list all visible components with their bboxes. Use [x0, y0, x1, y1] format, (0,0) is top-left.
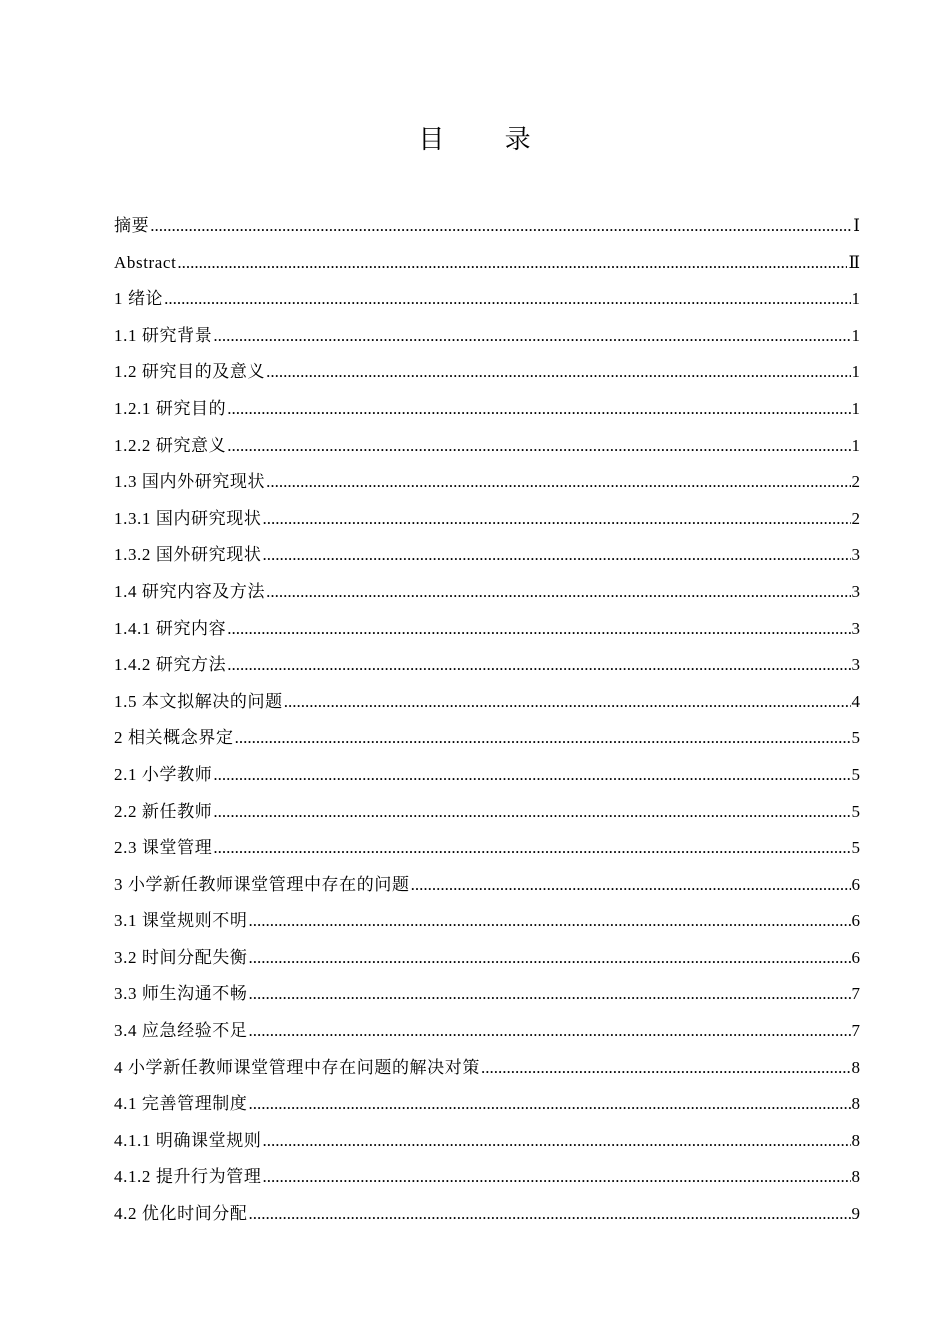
toc-entry[interactable]	[114, 208, 860, 245]
dot-leader	[235, 720, 851, 756]
toc-entry[interactable]	[114, 318, 860, 355]
toc-entry-title: 1.2.2 研究意义	[114, 435, 227, 455]
toc-entry-page-number: 8	[851, 1167, 860, 1187]
toc-entry-title: 1.4 研究内容及方法	[114, 581, 266, 601]
toc-entry[interactable]	[114, 1013, 860, 1050]
toc-entry-title: 3 小学新任教师课堂管理中存在的问题	[114, 874, 410, 894]
toc-entry-title: 1.1 研究背景	[114, 325, 213, 345]
dot-leader	[249, 1013, 851, 1049]
toc-entry[interactable]	[114, 647, 860, 684]
dot-leader	[266, 464, 850, 500]
toc-entry-page-number: 2	[851, 508, 860, 528]
toc-entry[interactable]	[114, 1123, 860, 1160]
dot-leader	[227, 647, 850, 683]
toc-entry-page-number: 6	[851, 874, 860, 894]
toc-entry-title: 2.1 小学教师	[114, 764, 213, 784]
toc-entry-page-number: 1	[851, 325, 860, 345]
toc-entry-page-number: 2	[851, 472, 860, 492]
dot-leader	[227, 611, 850, 647]
dot-leader	[249, 903, 851, 939]
toc-entry-title: 3.2 时间分配失衡	[114, 947, 248, 967]
toc-entry-title: 3.4 应急经验不足	[114, 1021, 248, 1041]
toc-entry[interactable]	[114, 720, 860, 757]
toc-entry[interactable]	[114, 464, 860, 501]
dot-leader	[213, 318, 850, 354]
toc-entry[interactable]	[114, 867, 860, 904]
toc-entry-page-number: 4	[851, 691, 860, 711]
toc-entry-page-number: 7	[851, 1021, 860, 1041]
toc-entry-page-number: 3	[851, 581, 860, 601]
toc-entry-page-number: 6	[851, 947, 860, 967]
dot-leader	[150, 208, 851, 244]
toc-entry[interactable]	[114, 903, 860, 940]
toc-entry[interactable]	[114, 245, 860, 282]
toc-entry-title: 4.1.2 提升行为管理	[114, 1167, 262, 1187]
dot-leader	[213, 794, 850, 830]
toc-entry-title: 4.1.1 明确课堂规则	[114, 1130, 262, 1150]
toc-entry-page-number: 5	[851, 728, 860, 748]
dot-leader	[213, 830, 850, 866]
toc-entry-page-number: 3	[851, 618, 860, 638]
toc-entry-title: 2.3 课堂管理	[114, 838, 213, 858]
dot-leader	[411, 867, 851, 903]
toc-entry[interactable]	[114, 354, 860, 391]
toc-title: 目 录	[418, 125, 557, 155]
dot-leader	[249, 1196, 851, 1232]
dot-leader	[227, 428, 850, 464]
toc-entry-page-number: 6	[851, 911, 860, 931]
toc-entry-page-number: 5	[851, 838, 860, 858]
dot-leader	[284, 684, 851, 720]
toc-entry-page-number: Ⅰ	[853, 216, 860, 235]
toc-entry-title: 1.4.1 研究内容	[114, 618, 227, 638]
toc-entry-page-number: 3	[851, 545, 860, 565]
toc-entry-title: 1.2 研究目的及意义	[114, 362, 266, 382]
toc-entry-page-number: 1	[851, 289, 860, 309]
toc-entry[interactable]	[114, 501, 860, 538]
toc-entry-title: 4 小学新任教师课堂管理中存在问题的解决对策	[114, 1057, 480, 1077]
dot-leader	[481, 1050, 851, 1086]
toc-entry[interactable]	[114, 537, 860, 574]
dot-leader	[213, 757, 850, 793]
toc-entry-page-number: 5	[851, 764, 860, 784]
dot-leader	[266, 354, 850, 390]
dot-leader	[249, 940, 851, 976]
dot-leader	[262, 501, 850, 537]
toc-entry-title: 摘要	[114, 216, 150, 235]
toc-entry-title: 1.3.2 国外研究现状	[114, 545, 262, 565]
toc-entry-page-number: Ⅱ	[848, 252, 860, 272]
toc-entry-page-number: 3	[851, 655, 860, 675]
toc-entry-page-number: 8	[851, 1094, 860, 1114]
dot-leader	[249, 1086, 851, 1122]
toc-entry[interactable]	[114, 830, 860, 867]
toc-entry-title: 2 相关概念界定	[114, 728, 234, 748]
toc-entry-title: 4.1 完善管理制度	[114, 1094, 248, 1114]
dot-leader	[266, 574, 850, 610]
toc-entry-page-number: 1	[851, 398, 860, 418]
toc-entry[interactable]	[114, 940, 860, 977]
toc-entry-title: 1.4.2 研究方法	[114, 655, 227, 675]
dot-leader	[249, 976, 851, 1012]
toc-entry[interactable]	[114, 757, 860, 794]
dot-leader	[227, 391, 850, 427]
toc-entry-page-number: 7	[851, 984, 860, 1004]
toc-entry[interactable]	[114, 1196, 860, 1233]
toc-entry-title: 1 绪论	[114, 289, 164, 309]
toc-entry[interactable]	[114, 611, 860, 648]
dot-leader	[177, 245, 847, 281]
toc-entry-title: 1.2.1 研究目的	[114, 398, 227, 418]
toc-entry[interactable]	[114, 1086, 860, 1123]
toc-entry-title: 1.3 国内外研究现状	[114, 472, 266, 492]
toc-entry-page-number: 8	[851, 1130, 860, 1150]
toc-entry-page-number: 5	[851, 801, 860, 821]
toc-entry-title: 3.1 课堂规则不明	[114, 911, 248, 931]
toc-entry[interactable]	[114, 1050, 860, 1087]
toc-entry[interactable]	[114, 281, 860, 318]
toc-entry[interactable]	[114, 428, 860, 465]
toc-entry[interactable]	[114, 574, 860, 611]
toc-entry-title: Abstract	[114, 252, 177, 272]
toc-entry-title: 3.3 师生沟通不畅	[114, 984, 248, 1004]
dot-leader	[164, 281, 850, 317]
dot-leader	[262, 537, 850, 573]
toc-entry[interactable]	[114, 684, 860, 721]
toc-entry[interactable]	[114, 794, 860, 831]
toc-entry[interactable]	[114, 976, 860, 1013]
toc-entry-title: 4.2 优化时间分配	[114, 1204, 248, 1224]
toc-entry-page-number: 1	[851, 435, 860, 455]
dot-leader	[262, 1159, 850, 1195]
toc-entry-title: 1.5 本文拟解决的问题	[114, 691, 283, 711]
toc-entry-page-number: 8	[851, 1057, 860, 1077]
dot-leader	[262, 1123, 850, 1159]
toc-entry-title: 2.2 新任教师	[114, 801, 213, 821]
toc-entry[interactable]	[114, 391, 860, 428]
toc-list	[114, 208, 860, 1233]
toc-entry-title: 1.3.1 国内研究现状	[114, 508, 262, 528]
toc-entry-page-number: 9	[851, 1204, 860, 1224]
toc-entry-page-number: 1	[851, 362, 860, 382]
toc-entry[interactable]	[114, 1159, 860, 1196]
